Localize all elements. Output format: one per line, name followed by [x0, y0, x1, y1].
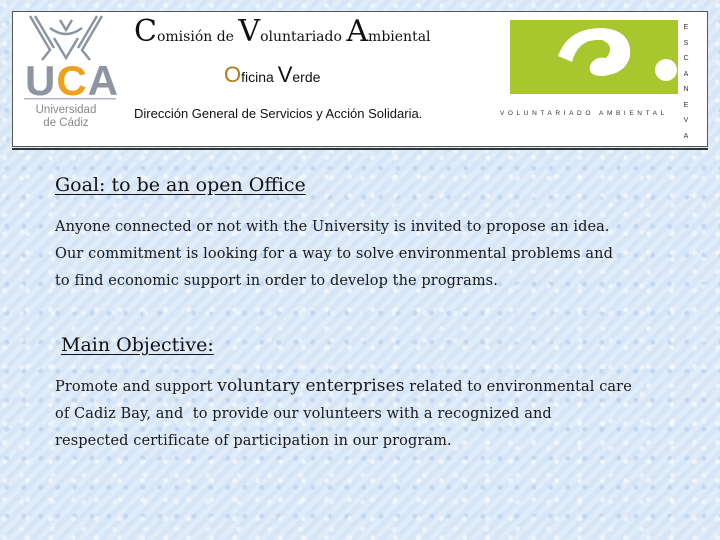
university-line-2: de Cádiz — [43, 117, 89, 129]
goal-paragraph — [55, 214, 695, 295]
page-subtitle — [224, 62, 320, 88]
university-name — [24, 104, 108, 130]
subtitle-part-erde: erde — [292, 69, 321, 85]
objective-emphasis: voluntary enterprises — [217, 376, 405, 396]
main-objective-heading: Main Objective: — [61, 334, 214, 356]
title-part-oluntariado: oluntariado — [260, 29, 342, 45]
green-logo-caption: VOLUNTARIADO AMBIENTAL — [500, 110, 668, 117]
title-part-de: de — [212, 29, 239, 45]
objective-line-2: of Cadiz Bay, and to provide our volunteers with a recognized and — [55, 406, 552, 422]
goal-line-2: Our commitment is looking for a way to solve environmental problems and — [55, 246, 613, 262]
objective-line-1-start: Promote and support — [55, 379, 218, 395]
main-objective-paragraph — [55, 373, 695, 455]
subtitle-part-ficina: ficina — [241, 69, 274, 85]
goal-line-1: Anyone connected or not with the University is invited to propose an idea. — [55, 219, 610, 235]
subtitle-initial-o: O — [224, 62, 242, 87]
page-title — [134, 14, 431, 49]
green-logo-vertical-letters: ESCANEVA — [683, 24, 689, 140]
title-part-mbiental: mbiental — [368, 29, 431, 45]
title-initial-v: V — [238, 14, 261, 49]
objective-line-1-end: related to environmental care — [404, 379, 632, 395]
university-line-1: Universidad — [35, 104, 97, 116]
uca-logo-text — [25, 57, 120, 104]
uca-logo-a: A — [87, 57, 120, 104]
title-part-omision: omisión — [156, 29, 213, 45]
direction-line: Dirección General de Servicios y Acción Solidaria. — [134, 106, 423, 121]
uca-logo-c: C — [56, 57, 88, 104]
goal-heading: Goal: to be an open Office — [55, 174, 306, 196]
goal-line-3: to find economic support in order to develop the programs. — [55, 273, 498, 289]
title-initial-a: A — [346, 14, 369, 49]
objective-line-3: respected certificate of participation in our program. — [55, 433, 452, 449]
subtitle-initial-v: V — [277, 62, 293, 87]
header-divider — [12, 148, 708, 150]
uca-logo-u: U — [25, 57, 57, 104]
title-initial-c: C — [134, 14, 157, 49]
